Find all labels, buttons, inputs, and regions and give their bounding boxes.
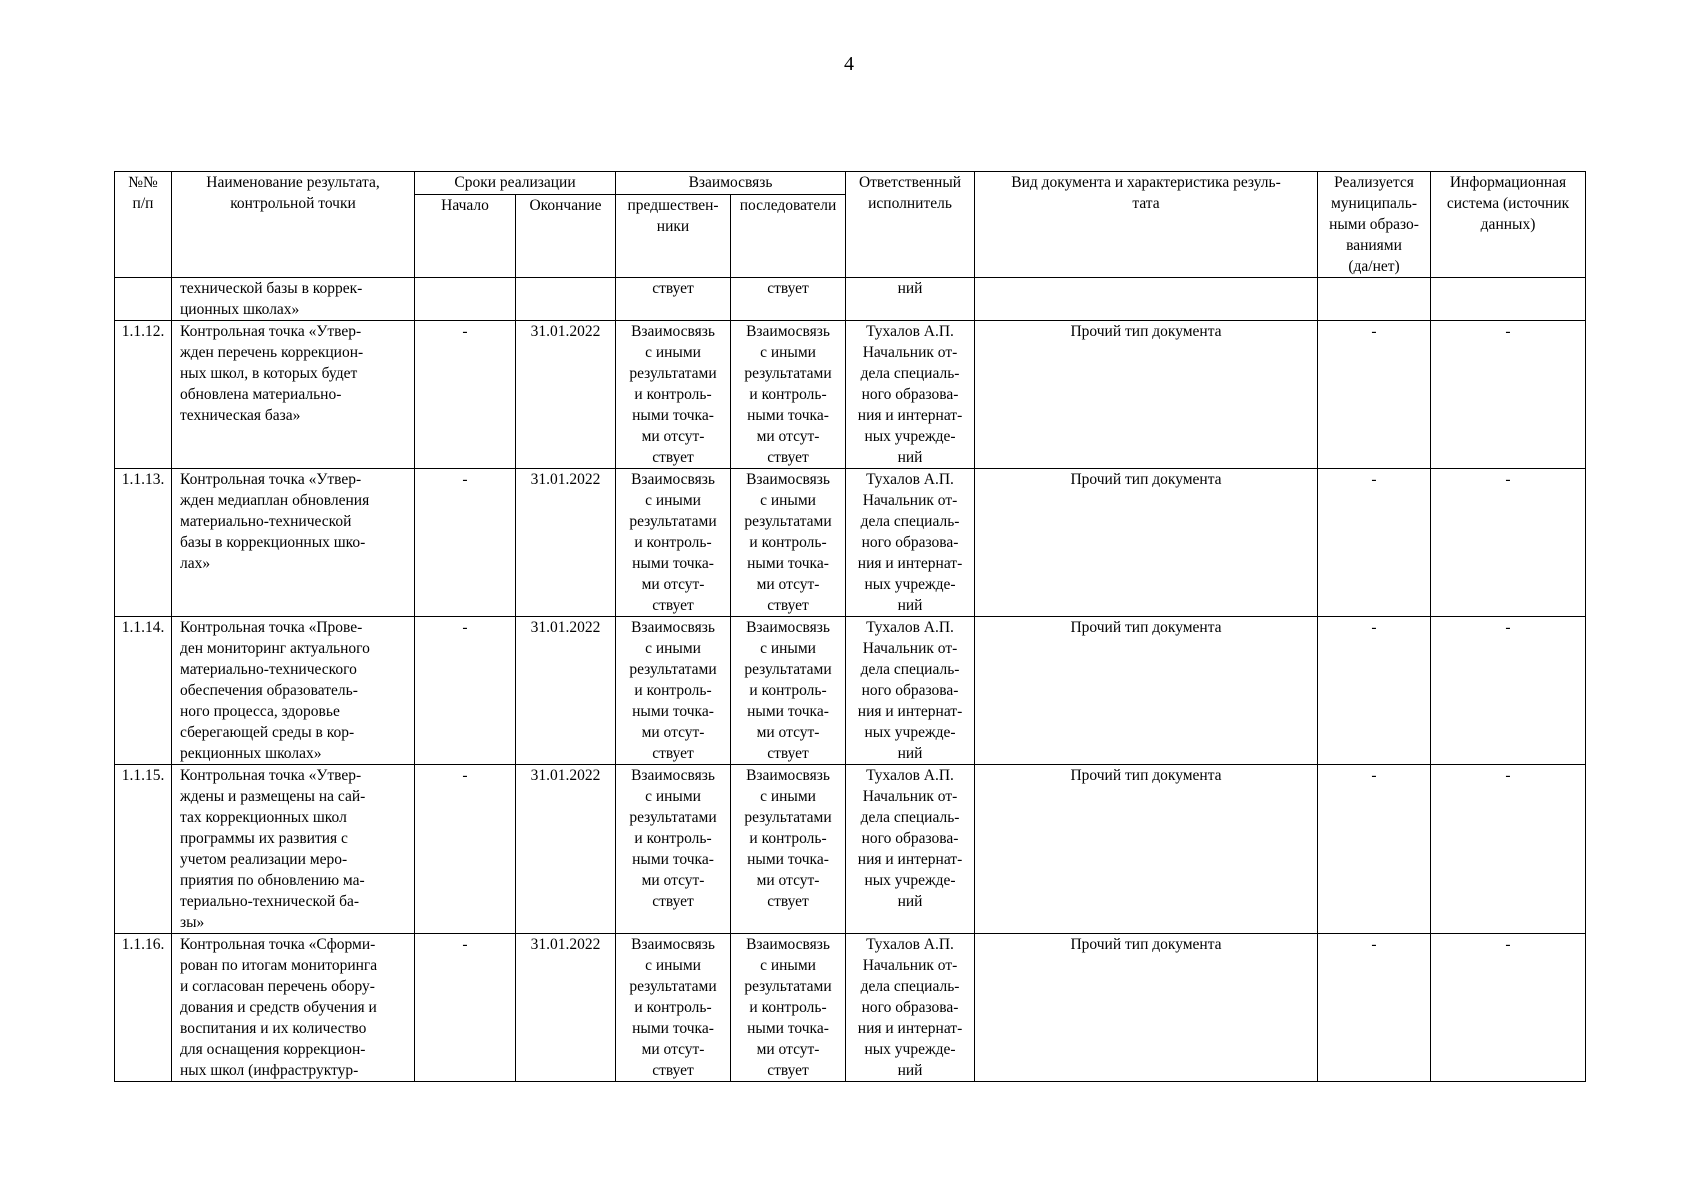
cell-doc-type: Прочий тип документа bbox=[975, 617, 1318, 765]
cell-end: 31.01.2022 bbox=[516, 321, 616, 469]
control-points-table bbox=[114, 171, 1586, 1082]
cell-num bbox=[115, 278, 172, 321]
cell-doc-type: Прочий тип документа bbox=[975, 934, 1318, 1082]
cell-doc-type: Прочий тип документа bbox=[975, 765, 1318, 934]
header-successors: последователи bbox=[731, 195, 846, 278]
cell-name: Контрольная точка «Утвер- ждены и размещены на сай- тах коррекционных школ программы их развития с учетом реализации меро- приятия по обновлению ма- териально-технической ба- зы» bbox=[172, 765, 415, 934]
cell-successors: Взаимосвязь с иными результатами и контроль- ными точка- ми отсут- ствует bbox=[731, 321, 846, 469]
cell-municipal: - bbox=[1318, 934, 1431, 1082]
header-predecessors: предшествен- ники bbox=[616, 195, 731, 278]
cell-municipal: - bbox=[1318, 469, 1431, 617]
cell-start: - bbox=[415, 321, 516, 469]
cell-responsible: ний bbox=[846, 278, 975, 321]
header-info-system: Информационная система (источник данных) bbox=[1431, 172, 1586, 278]
cell-predecessors: Взаимосвязь с иными результатами и контроль- ными точка- ми отсут- ствует bbox=[616, 469, 731, 617]
cell-predecessors: Взаимосвязь с иными результатами и контроль- ными точка- ми отсут- ствует bbox=[616, 765, 731, 934]
cell-num: 1.1.16. bbox=[115, 934, 172, 1082]
cell-end: 31.01.2022 bbox=[516, 765, 616, 934]
header-terms: Сроки реализации bbox=[415, 172, 616, 195]
cell-num: 1.1.15. bbox=[115, 765, 172, 934]
cell-num: 1.1.13. bbox=[115, 469, 172, 617]
cell-predecessors: Взаимосвязь с иными результатами и контроль- ными точка- ми отсут- ствует bbox=[616, 617, 731, 765]
cell-responsible: Тухалов А.П. Начальник от- дела специаль- ного образова- ния и интернат- ных учрежде- ний bbox=[846, 469, 975, 617]
cell-info-system: - bbox=[1431, 934, 1586, 1082]
cell-doc-type: Прочий тип документа bbox=[975, 469, 1318, 617]
header-doc-type: Вид документа и характеристика резуль- тата bbox=[975, 172, 1318, 278]
header-num: №№ п/п bbox=[115, 172, 172, 278]
cell-municipal: - bbox=[1318, 617, 1431, 765]
table-row bbox=[115, 617, 1586, 765]
cell-end bbox=[516, 278, 616, 321]
cell-municipal: - bbox=[1318, 321, 1431, 469]
header-name: Наименование результата, контрольной точки bbox=[172, 172, 415, 278]
cell-successors: Взаимосвязь с иными результатами и контроль- ными точка- ми отсут- ствует bbox=[731, 469, 846, 617]
table-row bbox=[115, 321, 1586, 469]
table-row bbox=[115, 469, 1586, 617]
cell-end: 31.01.2022 bbox=[516, 617, 616, 765]
cell-successors: Взаимосвязь с иными результатами и контроль- ными точка- ми отсут- ствует bbox=[731, 765, 846, 934]
cell-name: Контрольная точка «Прове- ден мониторинг актуального материально-технического обеспечения образователь- ного процесса, здоровье сберегающей среды в кор- рекционных школах» bbox=[172, 617, 415, 765]
cell-start: - bbox=[415, 617, 516, 765]
cell-info-system bbox=[1431, 278, 1586, 321]
cell-start bbox=[415, 278, 516, 321]
cell-doc-type bbox=[975, 278, 1318, 321]
cell-predecessors: Взаимосвязь с иными результатами и контроль- ными точка- ми отсут- ствует bbox=[616, 321, 731, 469]
cell-num: 1.1.14. bbox=[115, 617, 172, 765]
header-row-1 bbox=[115, 172, 1586, 195]
header-start: Начало bbox=[415, 195, 516, 278]
header-end: Окончание bbox=[516, 195, 616, 278]
cell-name: Контрольная точка «Утвер- жден перечень коррекцион- ных школ, в которых будет обновлена материально- техническая база» bbox=[172, 321, 415, 469]
cell-name: технической базы в коррек- ционных школах» bbox=[172, 278, 415, 321]
table-row bbox=[115, 934, 1586, 1082]
cell-municipal bbox=[1318, 278, 1431, 321]
cell-info-system: - bbox=[1431, 617, 1586, 765]
page-number: 4 bbox=[844, 53, 854, 75]
cell-start: - bbox=[415, 765, 516, 934]
cell-predecessors: ствует bbox=[616, 278, 731, 321]
continuation-row bbox=[115, 278, 1586, 321]
cell-num: 1.1.12. bbox=[115, 321, 172, 469]
cell-end: 31.01.2022 bbox=[516, 469, 616, 617]
cell-successors: Взаимосвязь с иными результатами и контроль- ными точка- ми отсут- ствует bbox=[731, 934, 846, 1082]
header-relation: Взаимосвязь bbox=[616, 172, 846, 195]
cell-start: - bbox=[415, 469, 516, 617]
cell-start: - bbox=[415, 934, 516, 1082]
cell-info-system: - bbox=[1431, 321, 1586, 469]
table-row bbox=[115, 765, 1586, 934]
cell-info-system: - bbox=[1431, 765, 1586, 934]
header-municipal: Реализуется муниципаль- ными образо- ваниями (да/нет) bbox=[1318, 172, 1431, 278]
cell-responsible: Тухалов А.П. Начальник от- дела специаль- ного образова- ния и интернат- ных учрежде- ний bbox=[846, 765, 975, 934]
cell-successors: Взаимосвязь с иными результатами и контроль- ными точка- ми отсут- ствует bbox=[731, 617, 846, 765]
cell-responsible: Тухалов А.П. Начальник от- дела специаль- ного образова- ния и интернат- ных учрежде- ний bbox=[846, 321, 975, 469]
cell-doc-type: Прочий тип документа bbox=[975, 321, 1318, 469]
cell-responsible: Тухалов А.П. Начальник от- дела специаль- ного образова- ния и интернат- ных учрежде- ний bbox=[846, 934, 975, 1082]
header-responsible: Ответственный исполнитель bbox=[846, 172, 975, 278]
cell-municipal: - bbox=[1318, 765, 1431, 934]
cell-name: Контрольная точка «Сформи- рован по итогам мониторинга и согласован перечень обору- дования и средств обучения и воспитания и их количество для оснащения коррекцион- ных школ (инфраструктур- bbox=[172, 934, 415, 1082]
cell-successors: ствует bbox=[731, 278, 846, 321]
cell-end: 31.01.2022 bbox=[516, 934, 616, 1082]
cell-info-system: - bbox=[1431, 469, 1586, 617]
cell-predecessors: Взаимосвязь с иными результатами и контроль- ными точка- ми отсут- ствует bbox=[616, 934, 731, 1082]
cell-name: Контрольная точка «Утвер- жден медиаплан обновления материально-технической базы в коррекционных шко- лах» bbox=[172, 469, 415, 617]
cell-responsible: Тухалов А.П. Начальник от- дела специаль- ного образова- ния и интернат- ных учрежде- ний bbox=[846, 617, 975, 765]
